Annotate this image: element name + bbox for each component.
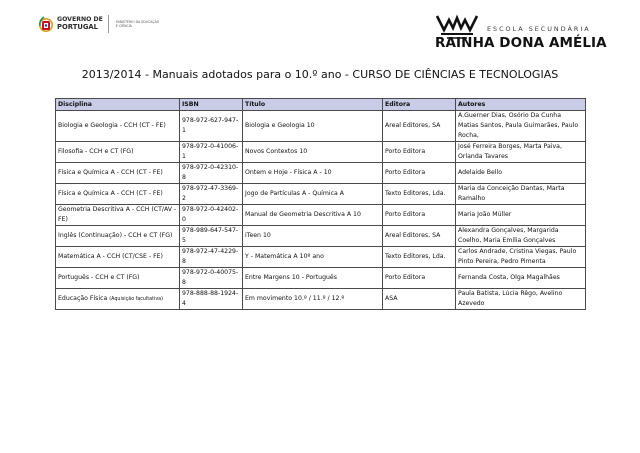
cell-editora: Areal Editores, SA: [383, 226, 456, 247]
table-row: [56, 268, 586, 289]
cell-disciplina: Matemática A - CCH (CT/CSE - FE): [56, 247, 180, 268]
header-titulo: Título: [243, 99, 383, 111]
cell-editora: Porto Editora: [383, 205, 456, 226]
cell-autores: Carlos Andrade, Cristina Viegas, Paulo Pinto Pereira, Pedro Pimenta: [456, 247, 586, 268]
cell-titulo: Y - Matemática A 10º ano: [243, 247, 383, 268]
table-row: [56, 226, 586, 247]
table-row: [56, 247, 586, 268]
cell-autores: Alexandra Gonçalves, Margarida Coelho, Maria Emília Gonçalves: [456, 226, 586, 247]
cell-isbn: 978-972-0-42310-8: [180, 163, 243, 184]
cell-editora: Porto Editora: [383, 163, 456, 184]
cell-isbn: 978-972-627-947-1: [180, 111, 243, 142]
cell-disciplina: Biologia e Geologia - CCH (CT - FE): [56, 111, 180, 142]
cell-titulo: Manual de Geometria Descritiva A 10: [243, 205, 383, 226]
portugal-emblem-icon: [38, 14, 54, 34]
ministry-line1: MINISTÉRIO DA EDUCAÇÃO: [115, 19, 160, 24]
cell-isbn: 978-888-88-1924-4: [180, 289, 243, 310]
cell-disciplina: Filosofia - CCH e CT (FG): [56, 142, 180, 163]
cell-disciplina: [56, 289, 180, 310]
cell-disciplina: Física e Química A - CCH (CT - FE): [56, 163, 180, 184]
header-disciplina: Disciplina: [56, 99, 180, 111]
cell-editora: Texto Editores, Lda.: [383, 184, 456, 205]
cell-titulo: iTeen 10: [243, 226, 383, 247]
cell-isbn: 978-972-0-41006-1: [180, 142, 243, 163]
cell-autores: Adelaide Bello: [456, 163, 586, 184]
school-subtitle: ESCOLA SECUNDÁRIA: [487, 25, 591, 33]
government-line1: GOVERNO DE: [57, 16, 103, 24]
logo-divider: [108, 15, 109, 33]
ministry-line2: E CIÊNCIA: [115, 24, 132, 28]
disciplina-name: Educação Física: [58, 294, 108, 302]
cell-isbn: 978-972-47-3369-2: [180, 184, 243, 205]
cell-autores: Fernanda Costa, Olga Magalhães: [456, 268, 586, 289]
government-line2: PORTUGAL: [57, 23, 99, 31]
government-logo: [38, 14, 159, 34]
cell-autores: Paula Batista, Lúcia Rêgo, Avelino Azevedo: [456, 289, 586, 310]
table-header-row: [56, 99, 586, 111]
table-row: [56, 289, 586, 310]
cell-editora: Texto Editores, Lda.: [383, 247, 456, 268]
cell-titulo: Em movimento 10.º / 11.º / 12.º: [243, 289, 383, 310]
cell-titulo: Entre Margens 10 - Português: [243, 268, 383, 289]
table-row: [56, 163, 586, 184]
cell-titulo: Biologia e Geologia 10: [243, 111, 383, 142]
cell-isbn: 978-972-0-42402-0: [180, 205, 243, 226]
cell-editora: Areal Editores, SA: [383, 111, 456, 142]
header-editora: Editora: [383, 99, 456, 111]
cell-editora: ASA: [383, 289, 456, 310]
cell-titulo: Jogo de Partículas A - Química A: [243, 184, 383, 205]
cell-autores: Maria João Müller: [456, 205, 586, 226]
cell-titulo: Ontem e Hoje - Física A - 10: [243, 163, 383, 184]
cell-autores: José Ferreira Borges, Marta Paiva, Orlanda Tavares: [456, 142, 586, 163]
textbooks-table: [55, 98, 586, 310]
cell-disciplina: Português - CCH e CT (FG): [56, 268, 180, 289]
school-name: RAINHA DONA AMÉLIA: [435, 35, 607, 51]
school-logo: [435, 14, 607, 51]
cell-isbn: 978-972-0-40075-8: [180, 268, 243, 289]
cell-disciplina: Física e Química A - CCH (CT - FE): [56, 184, 180, 205]
page-title: 2013/2014 - Manuais adotados para o 10.º ano - CURSO DE CIÊNCIAS E TECNOLOGIAS: [81, 68, 559, 81]
optional-purchase-note: (Aquisição facultativa): [109, 296, 163, 302]
header-isbn: ISBN: [180, 99, 243, 111]
table-row: [56, 142, 586, 163]
cell-disciplina: Geometria Descritiva A - CCH (CT/AV - FE): [56, 205, 180, 226]
cell-titulo: Novos Contextos 10: [243, 142, 383, 163]
cell-disciplina: Inglês (Continuação) - CCH e CT (FG): [56, 226, 180, 247]
cell-editora: Porto Editora: [383, 142, 456, 163]
cell-editora: Porto Editora: [383, 268, 456, 289]
table-row: [56, 111, 586, 142]
ministry-name: [116, 20, 159, 28]
table-row: [56, 184, 586, 205]
table-row: [56, 205, 586, 226]
cell-autores: Maria da Conceição Dantas, Marta Ramalho: [456, 184, 586, 205]
cell-isbn: 978-972-47-4229-8: [180, 247, 243, 268]
header-autores: Autores: [456, 99, 586, 111]
cell-isbn: 978-989-647-547-5: [180, 226, 243, 247]
government-name: [57, 17, 103, 31]
cell-autores: A.Guerner Dias, Osório Da Cunha Matias Santos, Paula Guimarães, Paulo Rocha,: [456, 111, 586, 142]
